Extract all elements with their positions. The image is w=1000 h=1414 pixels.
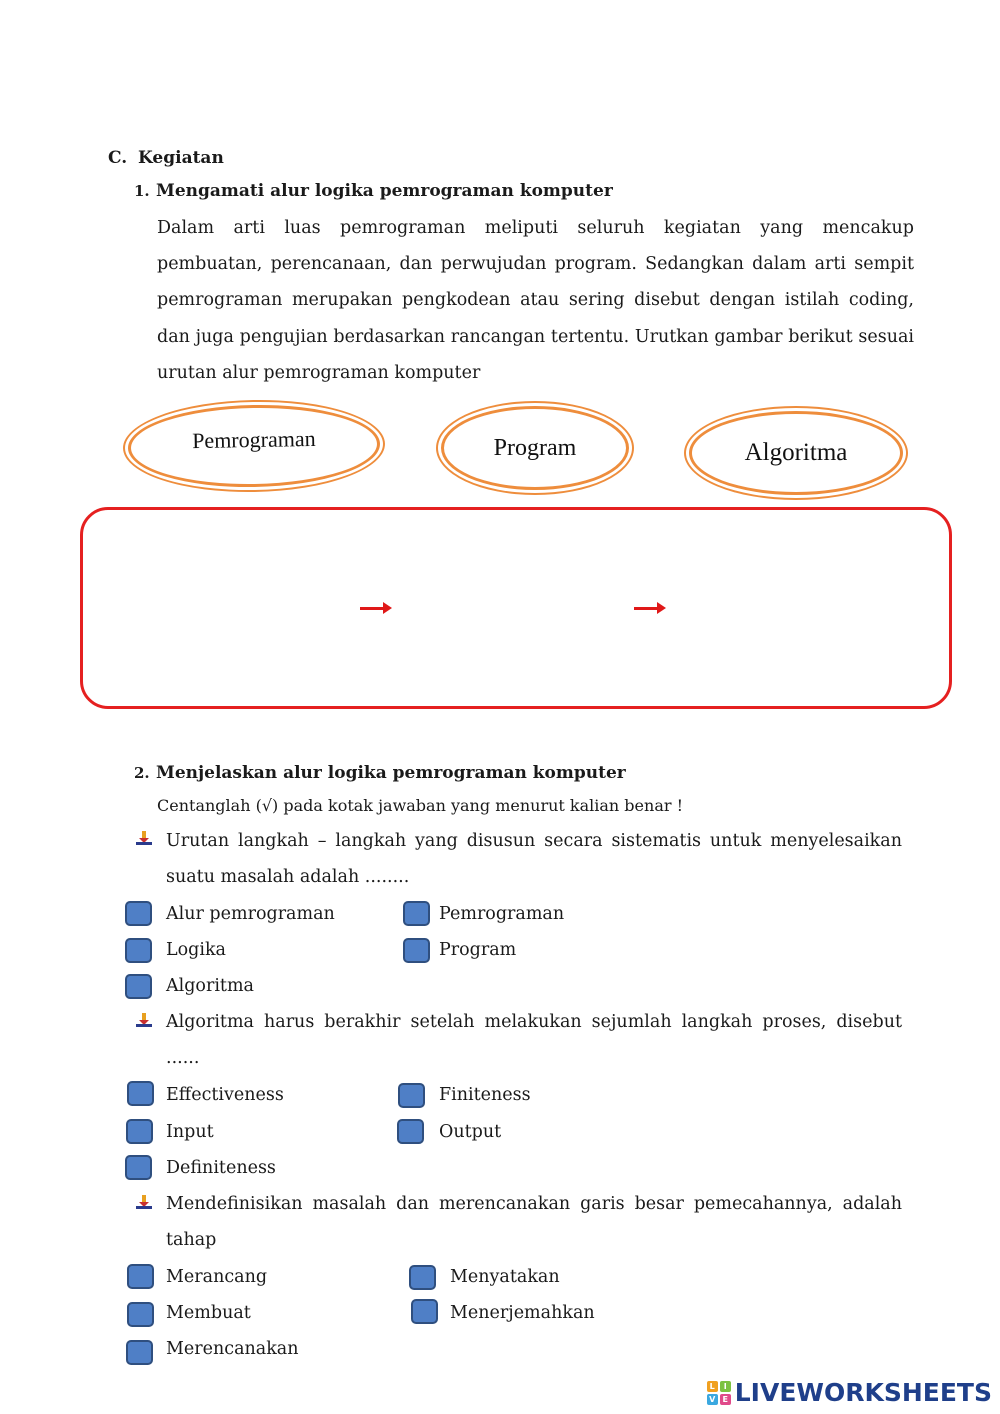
answer-drop-area[interactable] (80, 507, 952, 709)
question-1-text: Urutan langkah – langkah yang disusun secara sistematis untuk menyelesaikan suatu masalah adalah ........ (166, 831, 902, 888)
checkbox-pemrograman[interactable] (403, 901, 430, 926)
item2-number: 2. (134, 764, 150, 782)
logo-letter: V (707, 1394, 718, 1405)
option-label: Output (439, 1122, 502, 1142)
item1-paragraph: Dalam arti luas pemrograman meliputi seluruh kegiatan yang mencakup pembuatan, perencanaan, dan perwujudan program. Sedangkan dalam arti sempit pemrograman merupakan pengkodean atau sering disebut dengan istilah coding, dan juga pengujian berdasarkan rancangan tertentu. Urutkan gambar berikut sesuai urutan alur pemrograman komputer (157, 218, 914, 383)
checkbox-menerjemahkan[interactable] (411, 1299, 438, 1324)
bullet-arrow-icon (136, 831, 152, 849)
checkbox-logika[interactable] (125, 938, 152, 963)
option-label: Membuat (166, 1303, 251, 1323)
option-label: Merancang (166, 1267, 268, 1287)
item2-heading (134, 763, 626, 783)
checkbox-membuat[interactable] (127, 1302, 154, 1327)
question-2-text: Algoritma harus berakhir setelah melakukan sejumlah langkah proses, disebut ...... (166, 1012, 902, 1069)
logo-letter: E (720, 1394, 731, 1405)
option-label: Effectiveness (166, 1085, 284, 1105)
oval-card-pemrograman[interactable] (127, 403, 380, 489)
logo-text: LIVEWORKSHEETS (734, 1378, 992, 1407)
item1-heading (134, 181, 613, 201)
item1-number: 1. (134, 182, 150, 200)
logo-mark-icon (707, 1381, 731, 1405)
option-label: Program (439, 940, 517, 960)
bullet-arrow-icon (136, 1013, 152, 1031)
section-heading (108, 148, 224, 168)
logo-letter: I (720, 1381, 731, 1392)
section-title: Kegiatan (138, 148, 224, 168)
oval-card-algoritma[interactable] (689, 411, 903, 495)
oval-label: Pemrograman (191, 425, 316, 454)
checkbox-effectiveness[interactable] (127, 1081, 154, 1106)
oval-label: Program (493, 434, 577, 461)
option-label: Algoritma (166, 976, 254, 996)
arrow-right-icon (634, 607, 658, 610)
checkbox-merencanakan[interactable] (126, 1340, 153, 1365)
liveworksheets-logo (707, 1378, 992, 1407)
option-label: Menerjemahkan (450, 1303, 595, 1323)
question-3-text: Mendefinisikan masalah dan merencanakan garis besar pemecahannya, adalah tahap (166, 1194, 902, 1251)
checkbox-alur-pemrograman[interactable] (125, 901, 152, 926)
section-label: C. (108, 148, 128, 168)
oval-card-program[interactable] (441, 406, 629, 490)
option-label: Finiteness (439, 1085, 531, 1105)
option-label: Definiteness (166, 1158, 276, 1178)
item2-instruction: Centanglah (√) pada kotak jawaban yang menurut kalian benar ! (157, 796, 684, 815)
option-label: Merencanakan (166, 1339, 299, 1359)
checkbox-input[interactable] (126, 1119, 153, 1144)
checkbox-finiteness[interactable] (398, 1083, 425, 1108)
item2-title: Menjelaskan alur logika pemrograman komputer (156, 763, 626, 783)
checkbox-output[interactable] (397, 1119, 424, 1144)
checkbox-program[interactable] (403, 938, 430, 963)
checkbox-merancang[interactable] (127, 1264, 154, 1289)
logo-letter: L (707, 1381, 718, 1392)
bullet-arrow-icon (136, 1195, 152, 1213)
option-label: Alur pemrograman (166, 904, 335, 924)
checkbox-definiteness[interactable] (125, 1155, 152, 1180)
option-label: Menyatakan (450, 1267, 560, 1287)
option-label: Logika (166, 940, 226, 960)
arrow-right-icon (360, 607, 384, 610)
item1-title: Mengamati alur logika pemrograman komputer (156, 181, 613, 201)
checkbox-menyatakan[interactable] (409, 1265, 436, 1290)
oval-label: Algoritma (744, 439, 848, 466)
option-label: Pemrograman (439, 904, 565, 924)
checkbox-algoritma[interactable] (125, 974, 152, 999)
option-label: Input (166, 1122, 214, 1142)
